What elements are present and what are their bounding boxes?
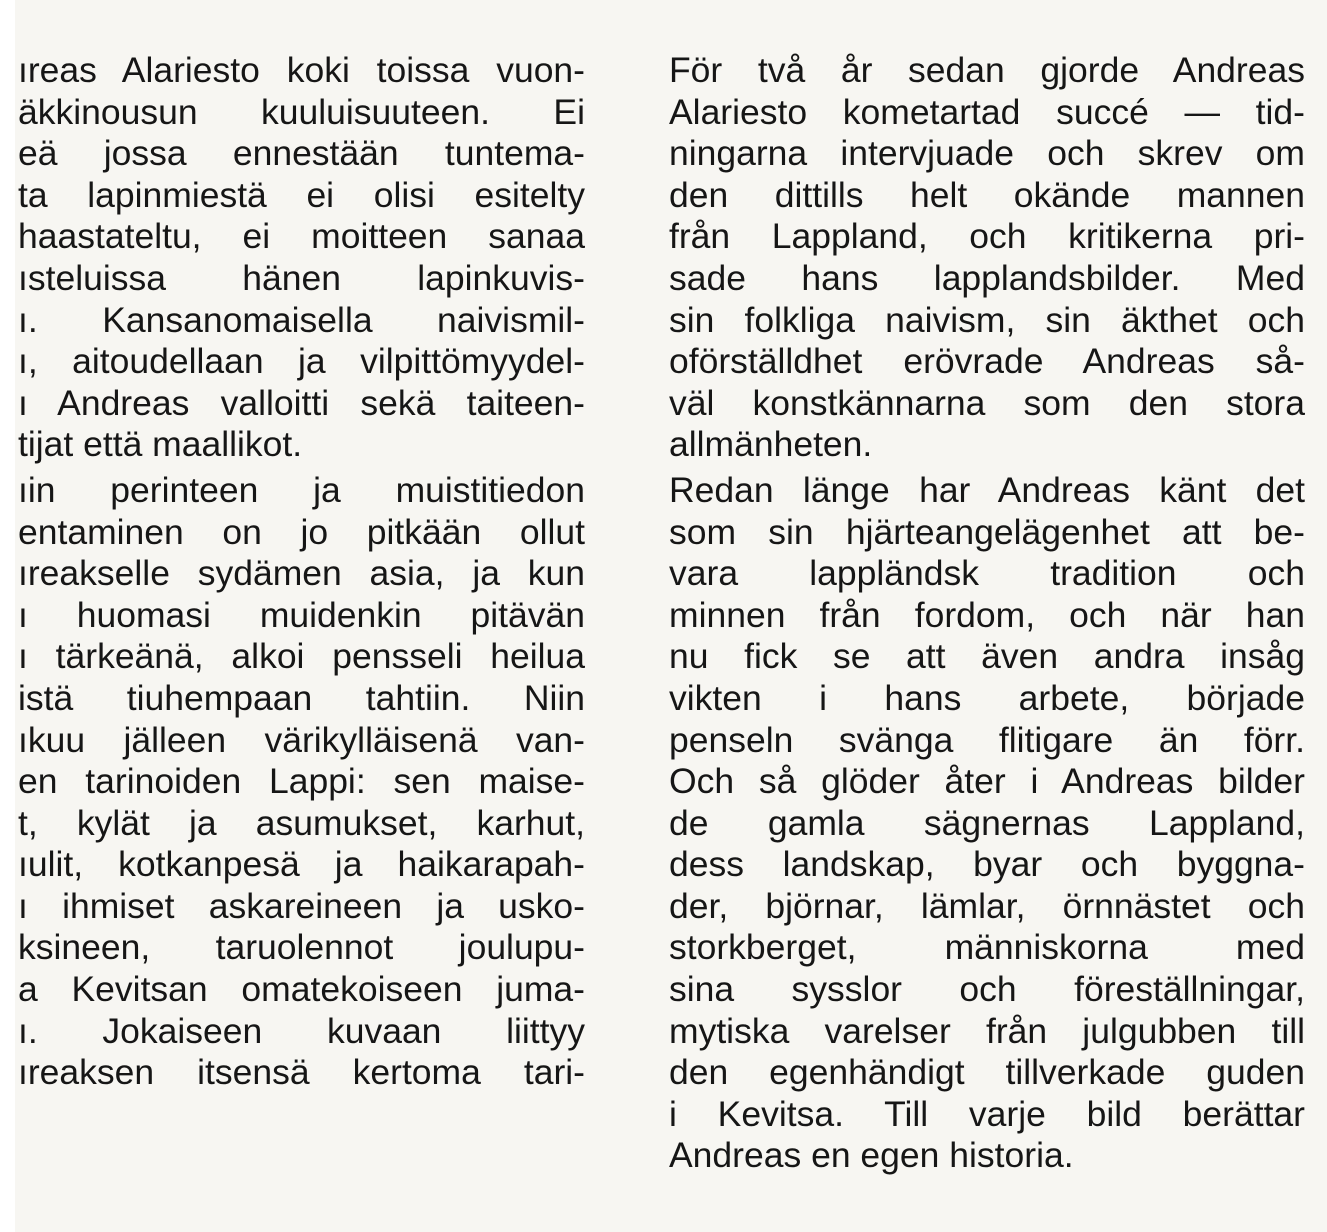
text-line: istä tiuhempaan tahtiin. Niin [18, 677, 585, 718]
text-line: i Kevitsa. Till varje bild berättar [669, 1093, 1305, 1134]
finnish-text-column [18, 50, 585, 1094]
text-line: ıreakselle sydämen asia, ja kun [18, 553, 585, 594]
text-line: väl konstkännarna som den stora [669, 382, 1305, 423]
text-line: ıreas Alariesto koki toissa vuon- [18, 50, 585, 90]
text-line: penseln svänga flitigare än förr. [669, 719, 1305, 760]
text-line: den egenhändigt tillverkade guden [669, 1052, 1305, 1093]
text-line: vara lappländsk tradition och [669, 553, 1305, 594]
text-line: ıkuu jälleen värikylläisenä van- [18, 719, 585, 760]
text-line: sina sysslor och föreställningar, [669, 969, 1305, 1010]
text-line: ta lapinmiestä ei olisi esitelty [18, 174, 585, 215]
text-line: storkberget, människorna med [669, 927, 1305, 968]
text-line: För två år sedan gjorde Andreas [669, 50, 1305, 90]
text-line: oförställdhet erövrade Andreas så- [669, 341, 1305, 382]
text-line: nu fick se att även andra insåg [669, 636, 1305, 677]
text-line: äkkinousun kuuluisuuteen. Ei [18, 91, 585, 132]
text-line: sade hans lapplandsbilder. Med [669, 257, 1305, 298]
text-line: Redan länge har Andreas känt det [669, 469, 1305, 510]
text-line: ı tärkeänä, alkoi pensseli heilua [18, 636, 585, 677]
text-line: ıulit, kotkanpesä ja haikarapah- [18, 844, 585, 885]
text-line: Och så glöder åter i Andreas bilder [669, 761, 1305, 802]
text-line: ı. Jokaiseen kuvaan liittyy [18, 1010, 585, 1051]
text-line: Alariesto kometartad succé — tid- [669, 91, 1305, 132]
text-line: eä jossa ennestään tuntema- [18, 133, 585, 174]
text-line: ı huomasi muidenkin pitävän [18, 594, 585, 635]
text-line: vikten i hans arbete, började [669, 677, 1305, 718]
text-line: a Kevitsan omatekoiseen juma- [18, 969, 585, 1010]
text-line: som sin hjärteangelägenhet att be- [669, 511, 1305, 552]
text-line: Andreas en egen historia. [669, 1135, 1074, 1176]
text-line: från Lappland, och kritikerna pri- [669, 216, 1305, 257]
text-line: t, kylät ja asumukset, karhut, [18, 802, 585, 843]
text-line: entaminen on jo pitkään ollut [18, 511, 585, 552]
text-line: ningarna intervjuade och skrev om [669, 133, 1305, 174]
text-line: ı. Kansanomaisella naivismil- [18, 299, 585, 340]
text-line: mytiska varelser från julgubben till [669, 1010, 1305, 1051]
text-line: sin folkliga naivism, sin äkthet och [669, 299, 1305, 340]
text-line: de gamla sägnernas Lappland, [669, 802, 1305, 843]
text-line: der, björnar, lämlar, örnnästet och [669, 885, 1305, 926]
text-line: ı, aitoudellaan ja vilpittömyydel- [18, 341, 585, 382]
text-line: minnen från fordom, och när han [669, 594, 1305, 635]
text-line: dess landskap, byar och byggna- [669, 844, 1305, 885]
text-line: ıin perinteen ja muistitiedon [18, 469, 585, 510]
text-line: tijat että maallikot. [18, 424, 303, 465]
text-line: ısteluissa hänen lapinkuvis- [18, 257, 585, 298]
text-line: en tarinoiden Lappi: sen maise- [18, 761, 585, 802]
text-line: ı ihmiset askareineen ja usko- [18, 885, 585, 926]
text-line: ı Andreas valloitti sekä taiteen- [18, 382, 585, 423]
text-line: allmänheten. [669, 424, 873, 465]
text-line: den dittills helt okände mannen [669, 174, 1305, 215]
swedish-text-column [669, 50, 1305, 1177]
text-line: ksineen, taruolennot joulupu- [18, 927, 585, 968]
text-line: haastateltu, ei moitteen sanaa [18, 216, 585, 257]
text-line: ıreaksen itsensä kertoma tari- [18, 1052, 585, 1093]
page-edge [0, 0, 15, 1232]
